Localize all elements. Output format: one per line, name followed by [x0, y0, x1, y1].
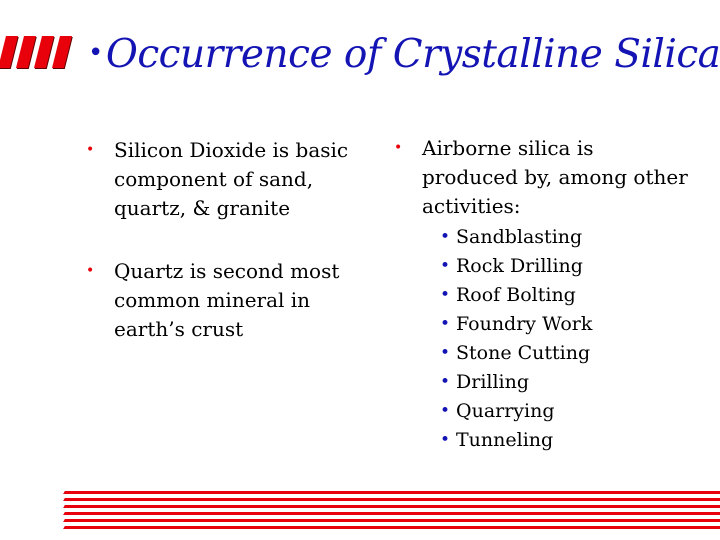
- bullet-icon: •: [394, 140, 403, 156]
- list-item-text: Silicon Dioxide is basic component of sand, quartz, & granite: [114, 138, 349, 220]
- slide-title-text: Occurrence of Crystalline Silica: [105, 32, 720, 77]
- slide-title: [88, 30, 720, 78]
- decorative-bar: [0, 36, 18, 68]
- activity-item: [440, 252, 720, 281]
- decorative-stripe: [63, 491, 720, 494]
- sub-bullet-icon: •: [440, 343, 451, 363]
- activity-label: Rock Drilling: [456, 255, 583, 277]
- decorative-bar: [34, 36, 54, 68]
- activity-label: Stone Cutting: [456, 342, 591, 364]
- activity-item: [440, 368, 720, 397]
- activity-item: [440, 310, 720, 339]
- decorative-stripe: [63, 505, 720, 508]
- sub-bullet-icon: •: [440, 285, 451, 305]
- decorative-stripe: [63, 519, 720, 522]
- sub-bullet-icon: •: [440, 372, 451, 392]
- sub-bullet-icon: •: [440, 401, 451, 421]
- decorative-bars-logo: [0, 36, 80, 68]
- right-column: [394, 134, 694, 455]
- activity-label: Foundry Work: [456, 313, 593, 335]
- activity-item: [440, 223, 720, 252]
- decorative-stripe: [63, 526, 720, 529]
- decorative-bar: [16, 36, 36, 68]
- sub-bullet-icon: •: [440, 430, 451, 450]
- list-item-text: Quartz is second most common mineral in earth’s crust: [114, 259, 340, 341]
- decorative-bar: [52, 36, 72, 68]
- decorative-stripe: [63, 512, 720, 515]
- activity-item: [440, 426, 720, 455]
- bullet-icon: •: [86, 263, 95, 279]
- sub-bullet-icon: •: [440, 256, 451, 276]
- activity-label: Quarrying: [456, 400, 555, 422]
- activity-item: [440, 339, 720, 368]
- activity-item: [440, 281, 720, 310]
- activity-label: Drilling: [456, 371, 530, 393]
- decorative-stripe: [63, 498, 720, 501]
- sub-bullet-icon: •: [440, 314, 451, 334]
- activity-item: [440, 397, 720, 426]
- activity-label: Sandblasting: [456, 226, 583, 248]
- activities-list: [440, 223, 720, 455]
- activity-label: Roof Bolting: [456, 284, 576, 306]
- activity-label: Tunneling: [456, 429, 554, 451]
- title-bullet-icon: •: [88, 38, 103, 68]
- sub-bullet-icon: •: [440, 227, 451, 247]
- list-item: [86, 257, 376, 344]
- left-column: [86, 136, 376, 378]
- bullet-icon: •: [86, 142, 95, 158]
- decorative-stripes: [64, 487, 720, 537]
- list-item: [394, 134, 694, 221]
- list-item: [86, 136, 376, 223]
- list-item-text: Airborne silica is produced by, among other activities:: [422, 136, 688, 218]
